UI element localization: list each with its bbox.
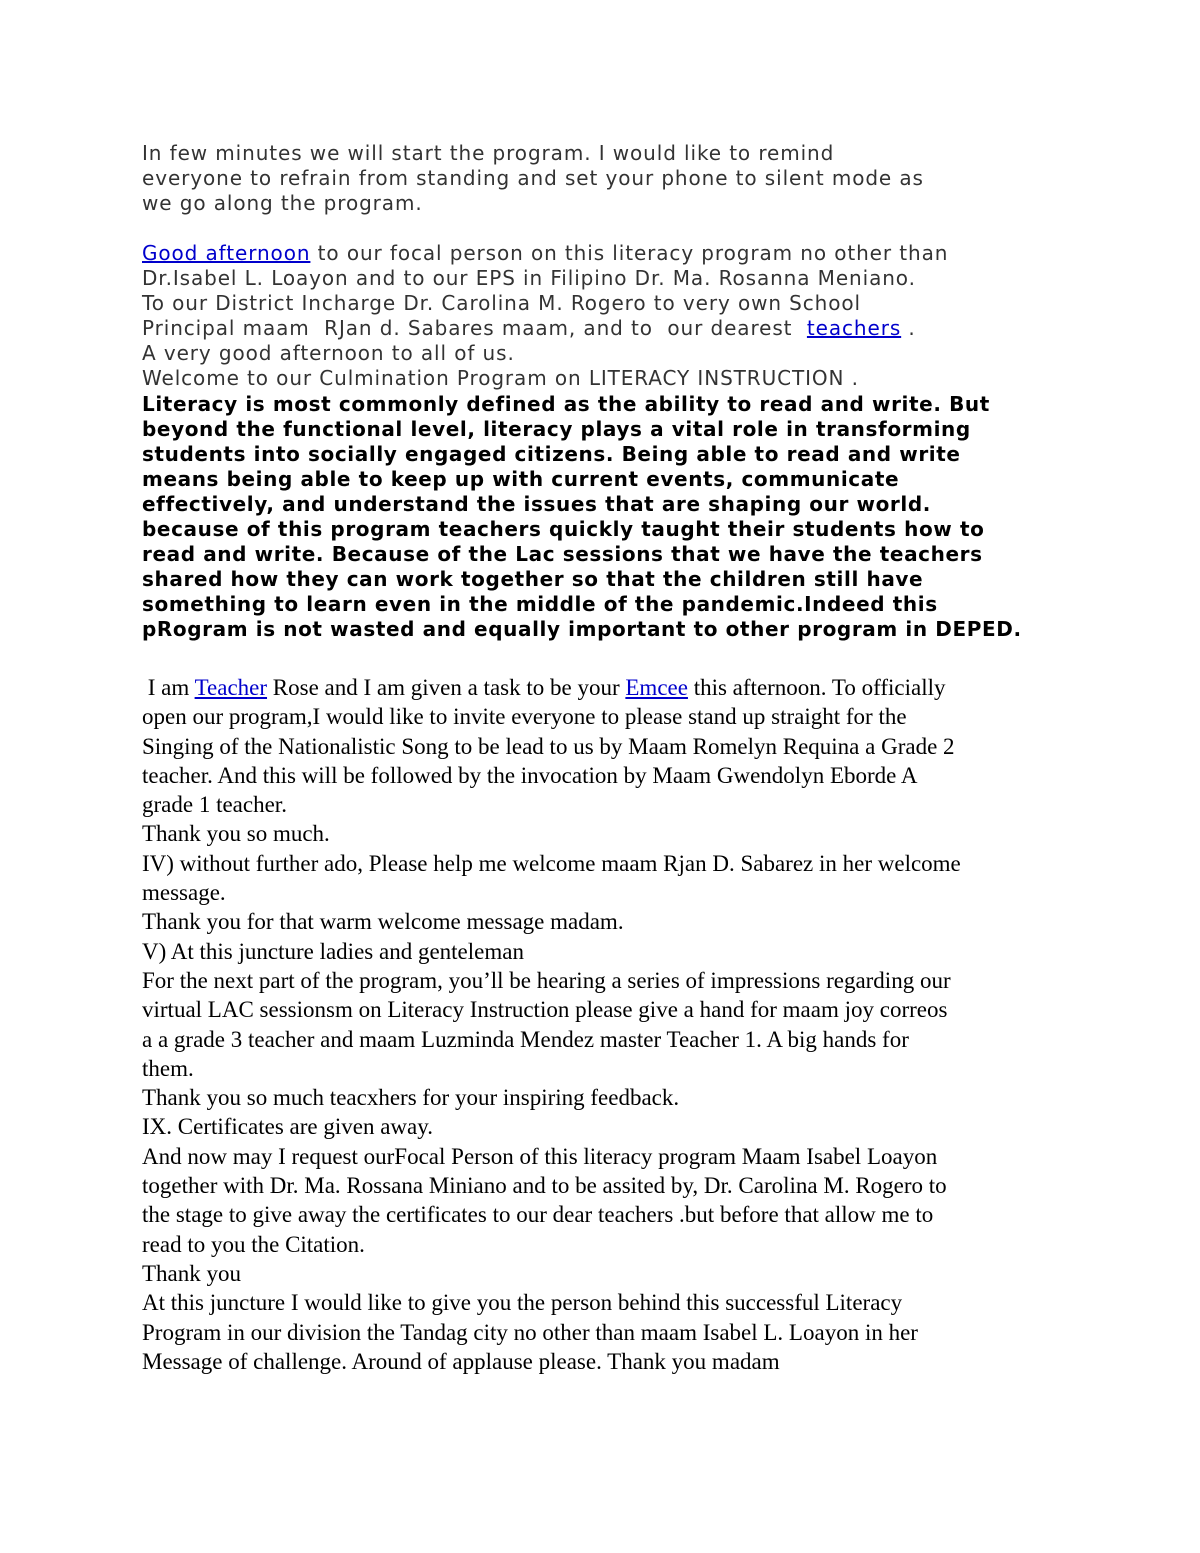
intro-paragraph xyxy=(142,141,1082,216)
literacy-line: shared how they can work together so that the children still have xyxy=(142,567,924,591)
literacy-line: beyond the functional level, literacy plays a vital role in transforming xyxy=(142,417,971,441)
emcee-line: Message of challenge. Around of applause please. Thank you madam xyxy=(142,1348,780,1374)
emcee-text: Rose and I am given a task to be your xyxy=(267,675,626,700)
intro-line: everyone to refrain from standing and set your phone to silent mode as xyxy=(142,166,924,190)
emcee-line: Thank you so much. xyxy=(142,821,330,847)
emcee-line: grade 1 teacher. xyxy=(142,792,287,818)
literacy-line: effectively, and understand the issues that are shaping our world. xyxy=(142,492,931,516)
emcee-line: At this juncture I would like to give you the person behind this successful Literacy xyxy=(142,1290,903,1316)
emcee-line: a a grade 3 teacher and maam Luzminda Mendez master Teacher 1. A big hands for xyxy=(142,1026,909,1052)
emcee-link[interactable]: Emcee xyxy=(625,675,688,700)
literacy-line: something to learn even in the middle of the pandemic.Indeed this xyxy=(142,592,938,616)
emcee-line xyxy=(142,673,1082,702)
intro-line: In few minutes we will start the program. I would like to remind xyxy=(142,141,835,165)
greeting-text: to our focal person on this literacy program no other than xyxy=(310,241,949,265)
emcee-line: Singing of the Nationalistic Song to be lead to us by Maam Romelyn Requina a Grade 2 xyxy=(142,733,955,759)
greeting-line xyxy=(142,316,1082,341)
emcee-line: IX. Certificates are given away. xyxy=(142,1114,433,1140)
greeting-paragraph xyxy=(142,241,1082,391)
emcee-line: Thank you xyxy=(142,1260,242,1286)
greeting-text: Principal maam RJan d. Sabares maam, and to our dearest xyxy=(142,316,807,340)
teacher-link[interactable]: Teacher xyxy=(194,675,268,700)
literacy-line: Literacy is most commonly defined as the ability to read and write. But xyxy=(142,392,990,416)
literacy-line: because of this program teachers quickly taught their students how to xyxy=(142,517,985,541)
emcee-script xyxy=(142,673,1082,1376)
emcee-line: together with Dr. Ma. Rossana Miniano and to be assited by, Dr. Carolina M. Rogero to xyxy=(142,1173,947,1199)
good-afternoon-link[interactable]: Good afternoon xyxy=(142,241,311,265)
greeting-text: . xyxy=(901,316,916,340)
emcee-line: teacher. And this will be followed by the invocation by Maam Gwendolyn Eborde A xyxy=(142,762,918,788)
literacy-paragraph xyxy=(142,392,1082,642)
greeting-line: Dr.Isabel L. Loayon and to our EPS in Filipino Dr. Ma. Rosanna Meniano. xyxy=(142,266,916,290)
literacy-line: read and write. Because of the Lac sessions that we have the teachers xyxy=(142,542,983,566)
emcee-line: Thank you so much teacxhers for your inspiring feedback. xyxy=(142,1085,680,1111)
literacy-line: students into socially engaged citizens. Being able to read and write xyxy=(142,442,961,466)
emcee-line: them. xyxy=(142,1055,194,1081)
emcee-line: message. xyxy=(142,880,226,906)
emcee-line: V) At this juncture ladies and genteleman xyxy=(142,938,524,964)
literacy-line: means being able to keep up with current events, communicate xyxy=(142,467,900,491)
emcee-line: For the next part of the program, you’ll be hearing a series of impressions regarding our xyxy=(142,967,951,993)
emcee-line: Program in our division the Tandag city no other than maam Isabel L. Loayon in her xyxy=(142,1319,918,1345)
greeting-line: To our District Incharge Dr. Carolina M. Rogero to very own School xyxy=(142,291,861,315)
emcee-line: virtual LAC sessionsm on Literacy Instruction please give a hand for maam joy correos xyxy=(142,997,948,1023)
greeting-line: Welcome to our Culmination Program on LITERACY INSTRUCTION . xyxy=(142,366,859,390)
emcee-line: open our program,I would like to invite everyone to please stand up straight for the xyxy=(142,704,907,730)
literacy-line: pRogram is not wasted and equally important to other program in DEPED. xyxy=(142,617,1022,641)
greeting-line: A very good afternoon to all of us. xyxy=(142,341,515,365)
emcee-line: the stage to give away the certificates to our dear teachers .but before that allow me to xyxy=(142,1202,934,1228)
emcee-text: I am xyxy=(142,675,195,700)
emcee-text: this afternoon. To officially xyxy=(687,675,946,700)
emcee-line: And now may I request ourFocal Person of this literacy program Maam Isabel Loayon xyxy=(142,1143,938,1169)
intro-line: we go along the program. xyxy=(142,191,423,215)
greeting-line xyxy=(142,241,1082,266)
teachers-link[interactable]: teachers xyxy=(806,316,902,340)
emcee-line: Thank you for that warm welcome message madam. xyxy=(142,909,624,935)
emcee-line: IV) without further ado, Please help me welcome maam Rjan D. Sabarez in her welcome xyxy=(142,850,961,876)
emcee-line: read to you the Citation. xyxy=(142,1231,365,1257)
